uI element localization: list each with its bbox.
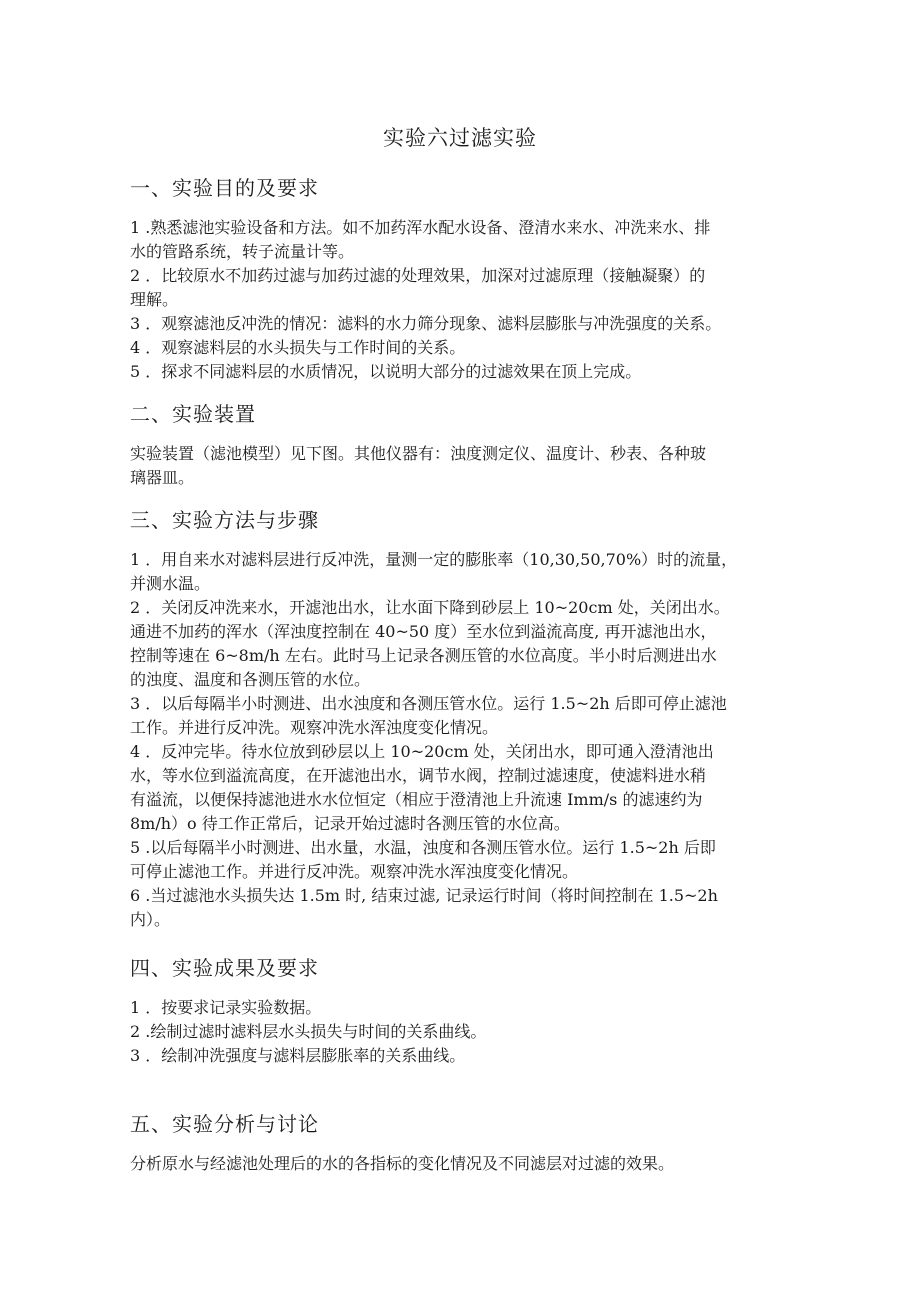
text-line: 内）。 [130,910,171,929]
text-line: 5 ．探求不同滤料层的水质情况，以说明大部分的过滤效果在顶上完成。 [130,362,642,381]
section-results [130,954,820,1068]
text-line: 通进不加药的浑水（浑浊度控制在 40~50 度）至水位到溢流高度, 再开滤池出水， [130,622,717,641]
text-line: 1 .熟悉滤池实验设备和方法。如不加药浑水配水设备、澄清水来水、冲洗来水、排 [130,218,711,237]
text-line: 2 ．关闭反冲洗来水，开滤池出水，让水面下降到砂层上 10~20cm 处，关闭出水。 [130,598,730,617]
text-line: 3 ．观察滤池反冲洗的情况：滤料的水力筛分现象、滤料层膨胀与冲洗强度的关系。 [130,314,722,333]
text-line: 理解。 [130,290,179,309]
text-line: 2 ．比较原水不加药过滤与加药过滤的处理效果，加深对过滤原理（接触凝聚）的 [130,266,706,285]
text-line: 4 ．观察滤料层的水头损失与工作时间的关系。 [130,338,466,357]
text-line: 璃器皿。 [130,468,195,487]
section-methods [130,506,820,932]
section-apparatus [130,400,820,490]
text-line: 8m/h）o 待工作正常后，记录开始过滤时各测压管的水位高。 [130,814,570,833]
text-line: 实验装置（滤池模型）见下图。其他仪器有：浊度测定仪、温度计、秒表、各种玻 [130,444,707,463]
text-line: 6 .当过滤池水头损失达 1.5m 时, 结束过滤, 记录运行时间（将时间控制在 1.5~2h [130,886,718,905]
text-line: 水的管路系统，转子流量计等。 [130,242,355,261]
text-line: 5 .以后每隔半小时测进、出水量，水温，浊度和各测压管水位。运行 1.5~2h 后即 [130,838,716,857]
section-heading: 一、实验目的及要求 [130,176,319,200]
text-line: 的浊度、温度和各测压管的水位。 [130,670,371,689]
section-heading: 四、实验成果及要求 [130,956,319,980]
text-line: 分析原水与经滤池处理后的水的各指标的变化情况及不同滤层对过滤的效果。 [130,1154,675,1173]
text-line: 4 ．反冲完毕。待水位放到砂层以上 10~20cm 处，关闭出水，即可通入澄清池出 [130,742,714,761]
section-body [130,216,820,384]
section-discussion [130,1110,820,1176]
section-body [130,996,820,1068]
document-title: 实验六过滤实验 [383,126,537,150]
text-line: 可停止滤池工作。并进行反冲洗。观察冲洗水浑浊度变化情况。 [130,862,579,881]
section-body [130,1152,820,1176]
text-line: 3 ．绘制冲洗强度与滤料层膨胀率的关系曲线。 [130,1046,466,1065]
text-line: 控制等速在 6~8m/h 左右。此时马上记录各测压管的水位高度。半小时后测进出水 [130,646,717,665]
section-body [130,548,820,932]
section-objectives [130,174,820,384]
section-heading: 三、实验方法与步骤 [130,508,319,532]
section-heading: 二、实验装置 [130,402,256,426]
text-line: 有溢流，以便保持滤池进水水位恒定（相应于澄清池上升流速 Imm/s 的滤速约为 [130,790,703,809]
text-line: 并测水温。 [130,574,211,593]
section-heading: 五、实验分析与讨论 [130,1112,319,1136]
section-body [130,442,820,490]
text-line: 工作。并进行反冲洗。观察冲洗水浑浊度变化情况。 [130,718,499,737]
text-line: 2 .绘制过滤时滤料层水头损失与时间的关系曲线。 [130,1022,487,1041]
text-line: 1 ．用自来水对滤料层进行反冲洗，量测一定的膨胀率（10,30,50,70%）时的流量， [130,550,738,569]
text-line: 1 ．按要求记录实验数据。 [130,998,322,1017]
text-line: 3 ．以后每隔半小时测进、出水浊度和各测压管水位。运行 1.5~2h 后即可停止滤池 [130,694,727,713]
text-line: 水，等水位到溢流高度，在开滤池出水，调节水阀，控制过滤速度，使滤料进水稍 [130,766,707,785]
